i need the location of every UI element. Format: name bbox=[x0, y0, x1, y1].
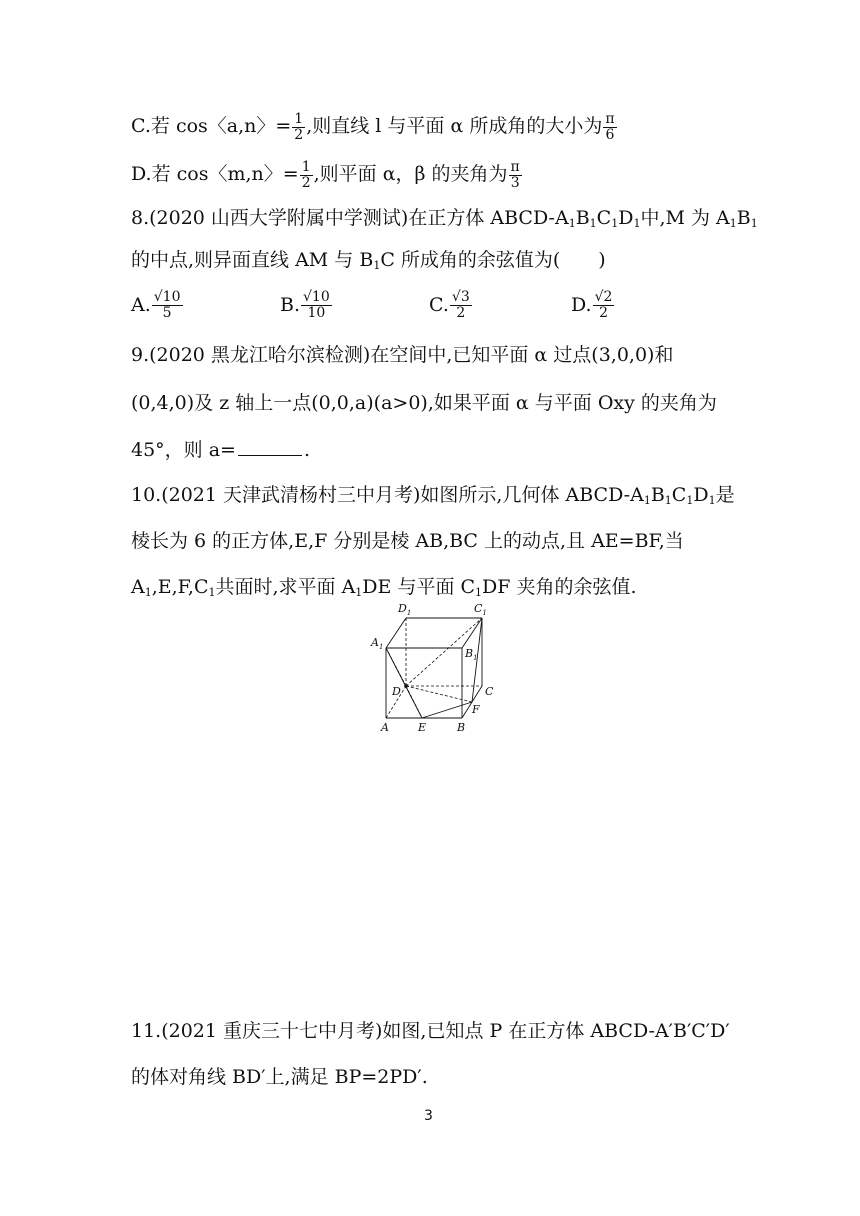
option-d-line bbox=[131, 160, 523, 190]
q8-option-a[interactable]: A. $\frac{√10}{5}$ bbox=[131, 289, 181, 321]
option-d-text: ,则平面 α，β 的夹角为 bbox=[313, 163, 508, 186]
label-a1: $A_1$ bbox=[371, 636, 384, 651]
label-b: B bbox=[457, 721, 466, 734]
fraction: $\frac{√2}{2}$ bbox=[594, 289, 613, 321]
q9-line-1: 9.(2020 黑龙江哈尔滨检测)在空间中,已知平面 α 过点(3,0,0)和 bbox=[131, 344, 674, 366]
label-c: C bbox=[485, 685, 494, 698]
q10-line-1: 10.(2021 天津武清杨村三中月考)如图所示,几何体 ABCD-$A_1B_1C_1D_1$是 bbox=[131, 484, 735, 507]
q9-line-3: 45°，则 a= . bbox=[131, 439, 311, 461]
label-c1: $C_1$ bbox=[474, 602, 487, 617]
label-a: A bbox=[381, 721, 389, 734]
q8-option-d[interactable]: D. $\frac{√2}{2}$ bbox=[571, 289, 613, 321]
option-c-line bbox=[131, 112, 618, 142]
page-number: 3 bbox=[424, 1108, 433, 1124]
fraction-answer: $\frac{\pi}{3}$ bbox=[510, 159, 520, 191]
label-d: D bbox=[392, 685, 401, 698]
label-d1: $D_1$ bbox=[398, 602, 412, 617]
q8-option-c[interactable]: C. $\frac{√3}{2}$ bbox=[429, 289, 470, 321]
label-b1: $B_1$ bbox=[465, 647, 478, 662]
fraction: $\frac{√3}{2}$ bbox=[451, 289, 470, 321]
hidden-d-a1 bbox=[386, 648, 406, 686]
q8-line-1: 8.(2020 山西大学附属中学测试)在正方体 ABCD-$A_1B_1C_1D_1$中,M 为 $A_1B_1$ bbox=[131, 207, 758, 230]
q11-line-1: 11.(2021 重庆三十七中月考)如图,已知点 P 在正方体 ABCD-A′B′C′D′ bbox=[131, 1020, 730, 1042]
point-d bbox=[404, 684, 408, 688]
option-c-text: ,则直线 l 与平面 α 所成角的大小为 bbox=[306, 115, 603, 138]
fraction: $\frac{1}{2}$ bbox=[294, 111, 304, 143]
cube-figure bbox=[360, 596, 500, 746]
answer-blank[interactable] bbox=[238, 454, 302, 456]
edge-a1-d1 bbox=[386, 618, 406, 648]
fraction: $\frac{√10}{5}$ bbox=[153, 289, 181, 321]
fraction-answer: $\frac{\pi}{6}$ bbox=[605, 111, 615, 143]
label-f: F bbox=[472, 703, 480, 716]
q9-line-2: (0,4,0)及 z 轴上一点(0,0,a)(a>0),如果平面 α 与平面 Oxy 的夹角为 bbox=[131, 392, 717, 414]
q8-line-2: 的中点,则异面直线 AM 与 $B_1C$ 所成角的余弦值为( ) bbox=[131, 249, 606, 272]
option-d-prefix: D.若 cos〈m,n〉= bbox=[131, 163, 299, 186]
option-c-prefix: C.若 cos〈a,n〉= bbox=[131, 115, 292, 138]
q10-line-2: 棱长为 6 的正方体,E,F 分别是棱 AB,BC 上的动点,且 AE=BF,当 bbox=[131, 530, 684, 552]
q11-line-2: 的体对角线 BD′上,满足 BP=2PD′. bbox=[131, 1066, 428, 1088]
hidden-d-e bbox=[406, 686, 422, 718]
q10-line-3: $A_1,E,F,C_1$共面时,求平面 $A_1DE$ 与平面 $C_1DF$ 夹角的余弦值. bbox=[131, 576, 637, 599]
edge-e-f bbox=[422, 702, 472, 718]
fraction: $\frac{1}{2}$ bbox=[301, 159, 311, 191]
fraction: $\frac{√10}{10}$ bbox=[303, 289, 330, 321]
q8-options bbox=[131, 290, 731, 330]
q8-option-b[interactable]: B. $\frac{√10}{10}$ bbox=[280, 289, 330, 321]
label-e: E bbox=[418, 721, 427, 734]
